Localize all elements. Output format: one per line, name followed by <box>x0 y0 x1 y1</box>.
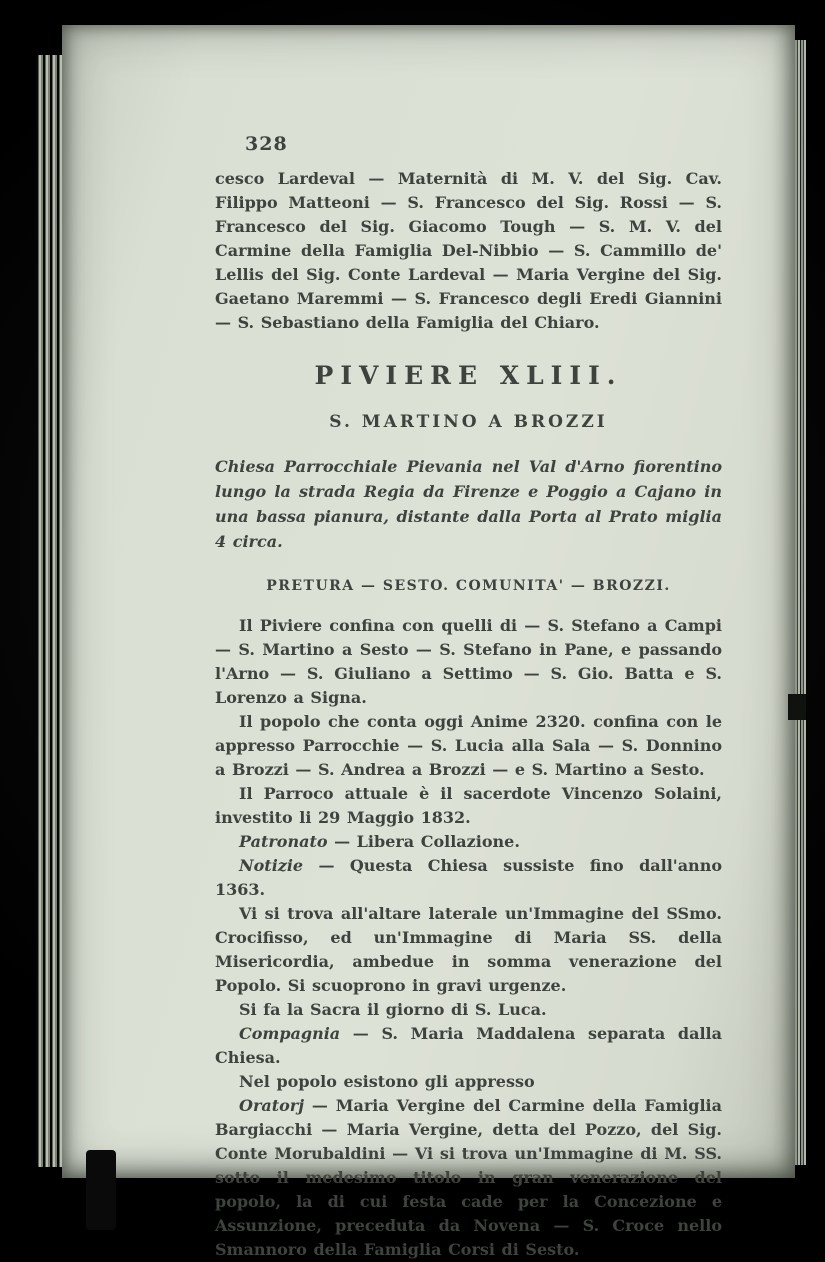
paragraph-text: — S. Maria Maddalena separata dalla Chiesa. <box>215 1024 722 1067</box>
continuation-paragraph: cesco Lardeval — Maternità di M. V. del Sig. Cav. Filippo Matteoni — S. Francesco del Sig. Rossi — S. Francesco del Sig. Giacomo Tough — S. M. V. del Carmine della Famiglia Del-Nibbio — S. Cammillo de' Lellis del Sig. Conte Lardeval — Maria Vergine del Sig. Gaetano Maremmi — S. Francesco degli Eredi Giannini — S. Sebastiano della Famiglia del Chiaro. <box>215 169 722 332</box>
body-paragraph <box>215 1094 722 1262</box>
paragraph-lead-italic: Oratorj <box>239 1096 305 1115</box>
body-paragraph <box>215 710 722 782</box>
paragraph-text: Il Parroco attuale è il sacerdote Vincenzo Solaini, investito li 29 Maggio 1832. <box>215 784 722 827</box>
parish-subheading: S. MARTINO A BROZZI <box>329 412 608 432</box>
paragraph-text: Il Piviere confina con quelli di — S. Stefano a Campi — S. Martino a Sesto — S. Stefano in Pane, e passando l'Arno — S. Giuliano a Settimo — S. Gio. Batta e S. Lorenzo a Signa. <box>215 616 722 707</box>
paragraph-lead-italic: Patronato <box>239 832 328 851</box>
paragraph-text: — Libera Collazione. <box>327 832 520 851</box>
body-paragraph <box>215 782 722 830</box>
paragraph-text: Il popolo che conta oggi Anime 2320. confina con le appresso Parrocchie — S. Lucia alla Sala — S. Donnino a Brozzi — S. Andrea a Brozzi — e S. Martino a Sesto. <box>215 712 722 779</box>
binding-notch <box>788 694 806 720</box>
paragraph-text: Si fa la Sacra il giorno di S. Luca. <box>239 1000 547 1019</box>
body-paragraph <box>215 902 722 998</box>
body-paragraph <box>215 1022 722 1070</box>
paragraph-lead-italic: Compagnia <box>239 1024 341 1043</box>
jurisdiction-line: PRETURA — SESTO. COMUNITA' — BROZZI. <box>266 578 671 594</box>
piviere-heading: PIVIERE XLIII. <box>314 361 623 390</box>
book-page <box>62 25 795 1259</box>
body-paragraph <box>215 614 722 710</box>
body-paragraph <box>215 998 722 1022</box>
paragraph-text: — Maria Vergine del Carmine della Famiglia Bargiacchi — Maria Vergine, detta del Pozzo, del Sig. Conte Morubaldini — Vi si trova un'Immagine di M. SS. sotto il medesimo titolo in gran venerazione del popolo, la di cui festa cade per la Concezione e Assunzione, preceduta da Novena — S. Croce nello Smannoro della Famiglia Corsi di Sesto. <box>215 1096 722 1259</box>
paragraph-text: Nel popolo esistono gli appresso <box>239 1072 535 1091</box>
paragraph-text: Vi si trova all'altare laterale un'Immagine del SSmo. Crocifisso, ed un'Immagine di Maria SS. della Misericordia, ambedue in somma venerazione del Popolo. Si scuoprono in gravi urgenze. <box>215 904 722 995</box>
body-paragraph <box>215 1070 722 1094</box>
stacked-page-edges-right <box>795 40 806 1165</box>
paragraph-text: — Questa Chiesa sussiste fino dall'anno 1363. <box>215 856 722 899</box>
page-number: 328 <box>245 133 288 155</box>
paragraph-lead-italic: Notizie <box>239 856 304 875</box>
body-paragraph <box>215 830 722 854</box>
stacked-page-edges-left <box>36 55 64 1167</box>
body-paragraph <box>215 854 722 902</box>
parish-description: Chiesa Parrocchiale Pievania nel Val d'Arno fiorentino lungo la strada Regia da Firenze e Poggio a Cajano in una bassa pianura, distante dalla Porta al Prato miglia 4 circa. <box>215 457 722 551</box>
binding-clip <box>86 1150 116 1230</box>
